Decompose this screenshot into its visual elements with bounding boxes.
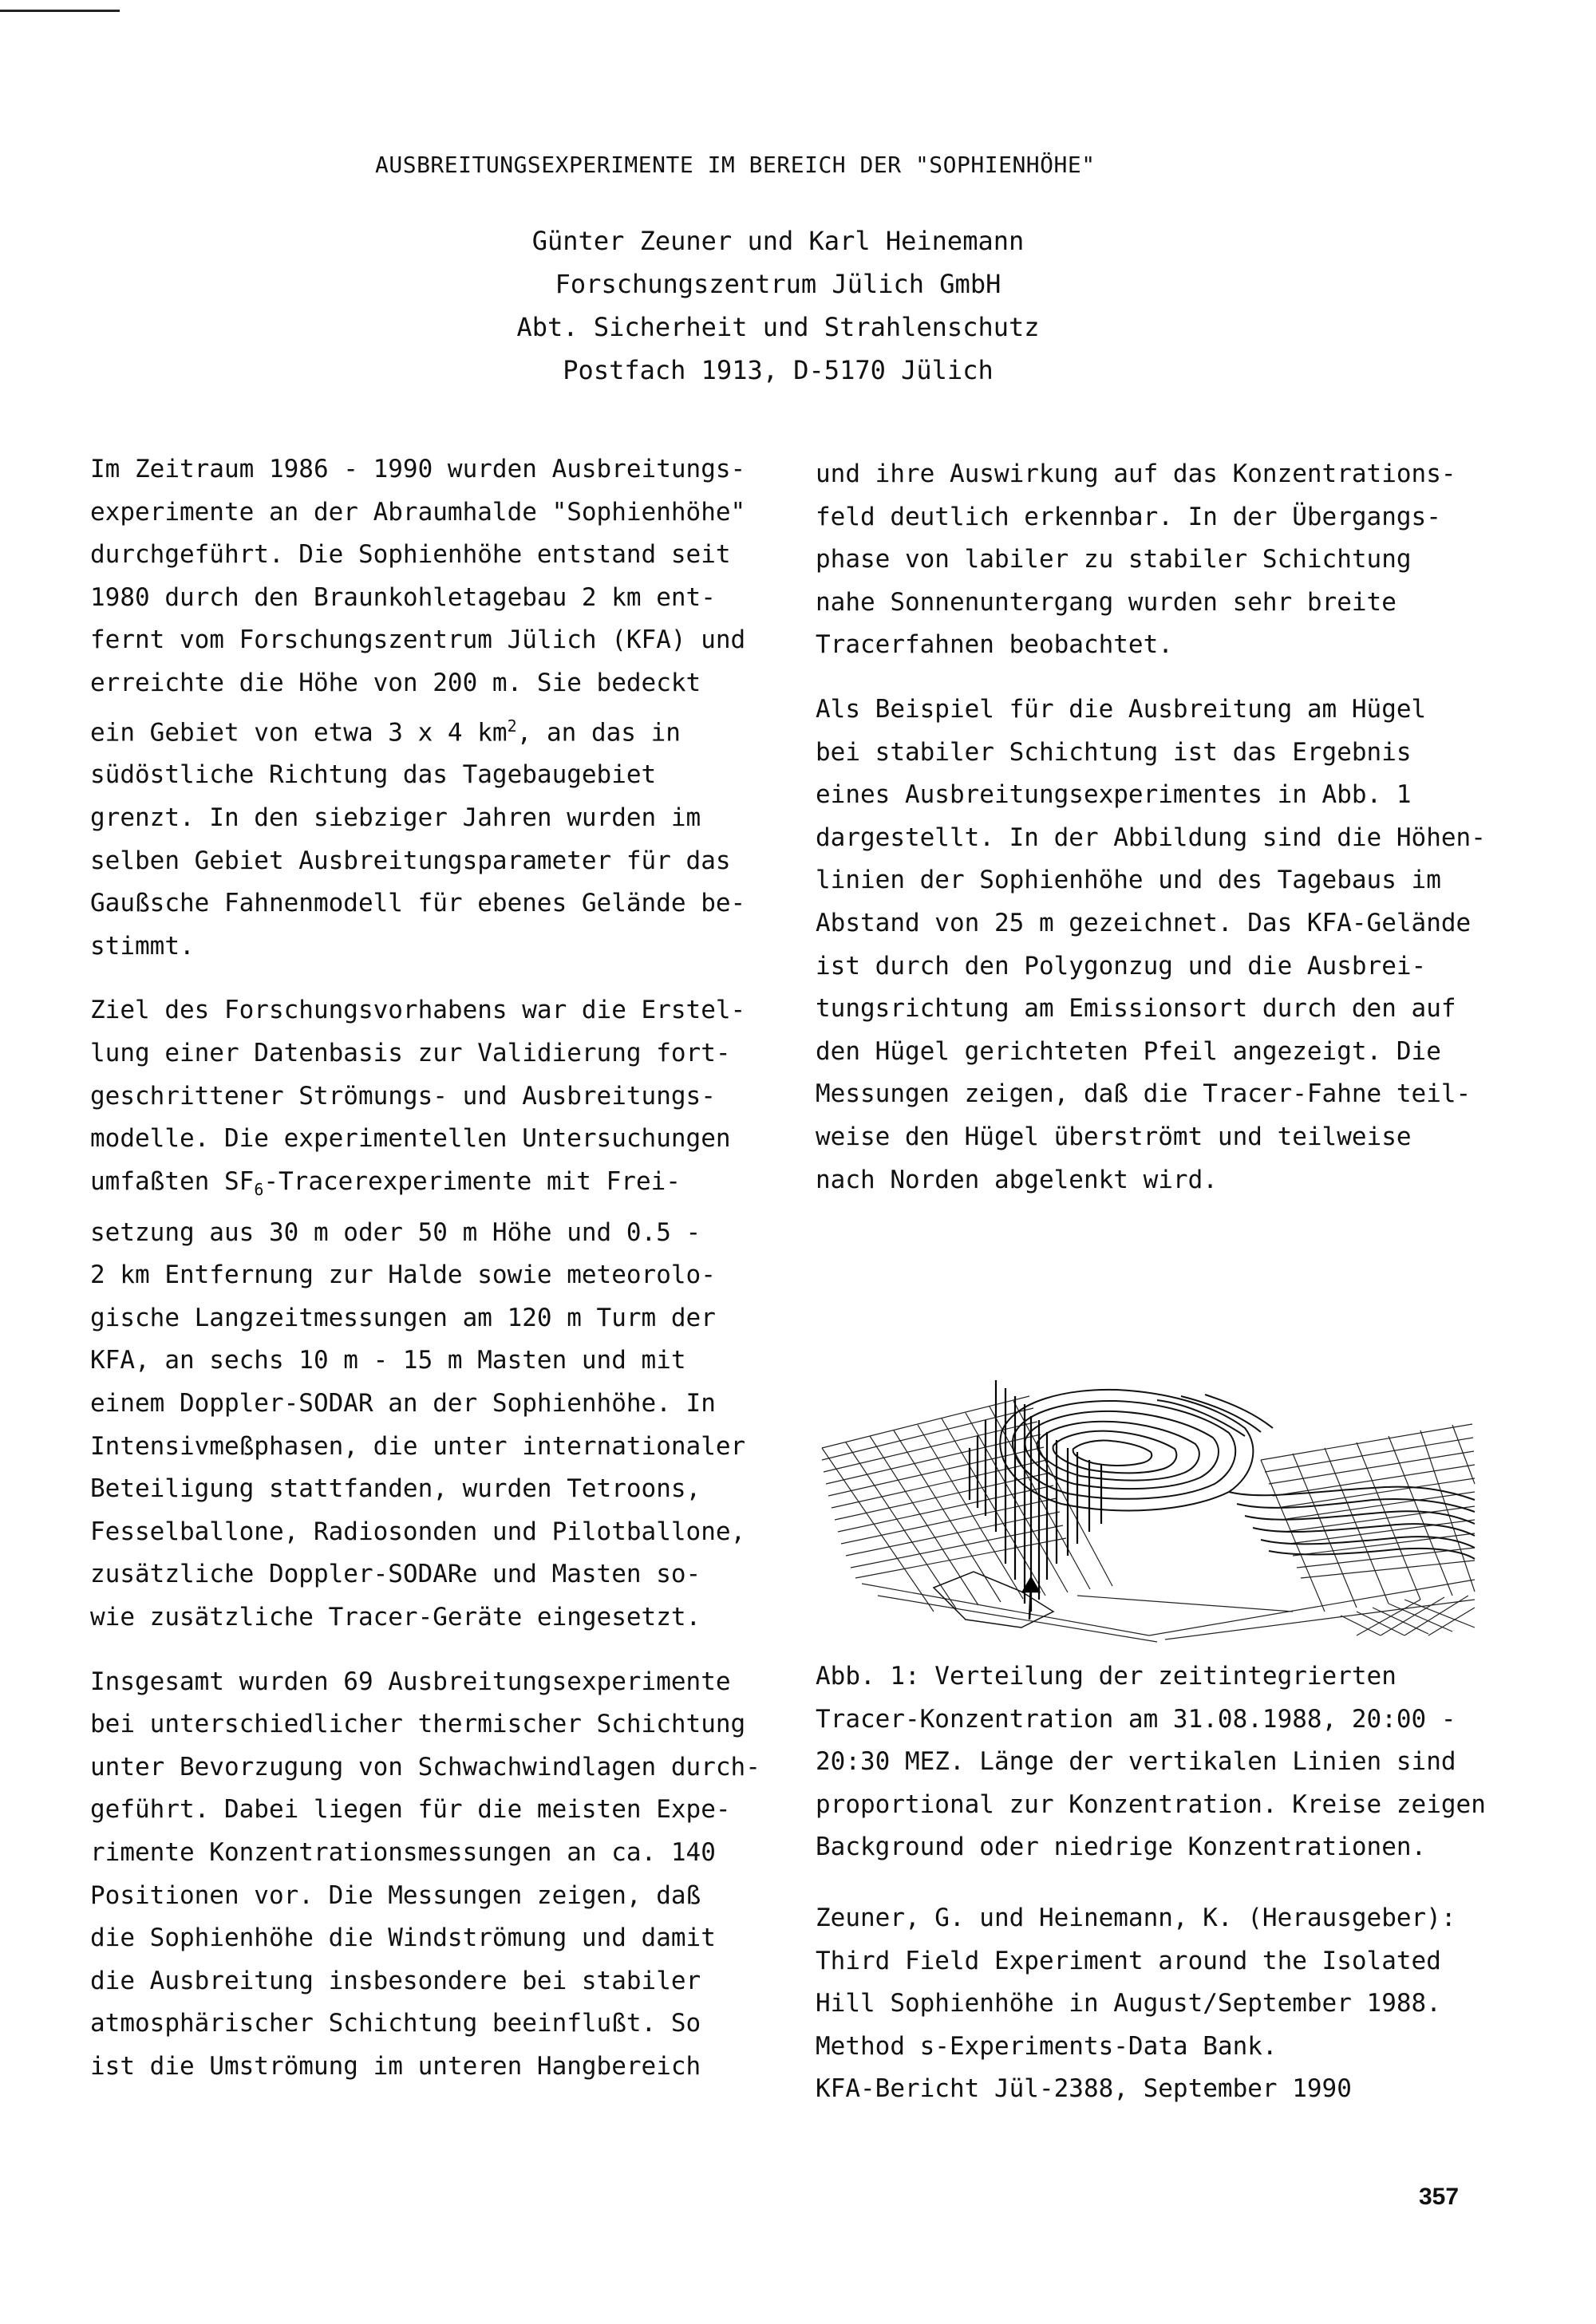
left-column — [90, 448, 760, 2109]
text-line: bei stabiler Schichtung ist das Ergebnis — [816, 737, 1412, 767]
reference-entry — [816, 1897, 1456, 2111]
text-line: Tracerfahnen beobachtet. — [816, 630, 1173, 660]
reference-line: Zeuner, G. und Heinemann, K. (Herausgeber): — [816, 1904, 1456, 1932]
text-line: eines Ausbreitungsexperimentes in Abb. 1 — [816, 780, 1412, 810]
author-department: Abt. Sicherheit und Strahlenschutz — [516, 312, 1040, 342]
caption-line: Tracer-Konzentration am 31.08.1988, 20:00 - — [816, 1704, 1456, 1734]
text-line: den Hügel gerichteten Pfeil angezeigt. Die — [816, 1036, 1441, 1066]
page-number: 357 — [1419, 2184, 1460, 2210]
text-line: selben Gebiet Ausbreitungsparameter für das — [90, 846, 731, 875]
text-line: tungsrichtung am Emissionsort durch den auf — [816, 994, 1456, 1024]
text-line: lung einer Datenbasis zur Validierung fort- — [90, 1039, 731, 1068]
text-line: Abstand von 25 m gezeichnet. Das KFA-Gelände — [816, 908, 1472, 937]
paragraph-results — [90, 1661, 760, 2089]
paragraph-goals — [90, 989, 753, 1639]
text-line: grenzt. In den siebziger Jahren wurden im — [90, 803, 701, 833]
reference-line: Hill Sophienhöhe in August/September 1988. — [816, 1989, 1441, 2018]
caption-line: proportional zur Konzentration. Kreise zeigen — [816, 1789, 1486, 1819]
caption-line: Background oder niedrige Konzentrationen. — [816, 1833, 1427, 1862]
author-institution: Forschungszentrum Jülich GmbH — [555, 269, 1001, 299]
text-line: atmosphärischer Schichtung beeinflußt. So — [90, 2009, 701, 2038]
text-line: bei unterschiedlicher thermischer Schichtung — [90, 1710, 746, 1739]
text-line: stimmt. — [90, 931, 195, 961]
text-line: KFA, an sechs 10 m - 15 m Masten und mit — [90, 1346, 686, 1375]
text-line: Als Beispiel für die Ausbreitung am Hügel — [816, 694, 1427, 724]
text-line: weise den Hügel überströmt und teilweise — [816, 1122, 1412, 1151]
paragraph-example — [816, 689, 1486, 1201]
caption-line: 20:30 MEZ. Länge der vertikalen Linien sind — [816, 1747, 1456, 1777]
text-line: geführt. Dabei liegen für die meisten Expe- — [90, 1795, 731, 1825]
text-line: 1980 durch den Braunkohletagebau 2 km ent- — [90, 582, 716, 612]
author-names: Günter Zeuner und Karl Heinemann — [531, 226, 1025, 256]
mesh-grid — [822, 1396, 1475, 1642]
text-line: zusätzliche Doppler-SODARe und Masten so- — [90, 1560, 701, 1589]
subscript: 6 — [254, 1180, 264, 1200]
text-line: linien der Sophienhöhe und des Tagebaus im — [816, 866, 1441, 895]
figure-caption — [816, 1655, 1486, 1869]
text-line: unter Bevorzugung von Schwachwindlagen durch- — [90, 1752, 760, 1781]
text-line: südöstliche Richtung das Tagebaugebiet — [90, 760, 657, 790]
text-line: modelle. Die experimentellen Untersuchungen — [90, 1124, 731, 1154]
text-fragment: -Tracerexperimente mit Frei- — [263, 1166, 681, 1196]
text-fragment: ein Gebiet von etwa 3 x 4 km — [90, 717, 508, 747]
text-line: fernt vom Forschungszentrum Jülich (KFA) und — [90, 625, 746, 655]
paper-title: AUSBREITUNGSEXPERIMENTE IM BEREICH DER "SOPHIENHÖHE" — [375, 152, 1096, 178]
text-line: Intensivmeßphasen, die unter internationaler — [90, 1431, 746, 1461]
text-line: dargestellt. In der Abbildung sind die Höhen- — [816, 823, 1486, 852]
paragraph-intro — [90, 448, 753, 968]
text-line: Beteiligung stattfanden, wurden Tetroons, — [90, 1474, 701, 1504]
text-fragment: , an das in — [516, 717, 681, 747]
caption-line: Abb. 1: Verteilung der zeitintegrierten — [816, 1662, 1396, 1691]
right-column — [816, 453, 1486, 1223]
text-line: erreichte die Höhe von 200 m. Sie bedeckt — [90, 668, 701, 697]
text-line: Im Zeitraum 1986 - 1990 wurden Ausbreitungs- — [90, 455, 746, 483]
text-line: experimente an der Abraumhalde "Sophienhöhe" — [90, 497, 746, 527]
text-line: nach Norden abgelenkt wird. — [816, 1165, 1218, 1194]
superscript: 2 — [507, 716, 517, 736]
text-line: Gaußsche Fahnenmodell für ebenes Gelände be- — [90, 889, 746, 918]
reference-line: Method s-Experiments-Data Bank. — [816, 2031, 1278, 2061]
text-line: durchgeführt. Die Sophienhöhe entstand seit — [90, 540, 731, 570]
text-line: die Ausbreitung insbesondere bei stabiler — [90, 1966, 701, 1995]
text-line: ist durch den Polygonzug und die Ausbrei- — [816, 951, 1427, 980]
text-line — [90, 705, 753, 755]
text-line: 2 km Entfernung zur Halde sowie meteorolo- — [90, 1261, 716, 1290]
text-line: Positionen vor. Die Messungen zeigen, daß — [90, 1880, 701, 1910]
reference-line: Third Field Experiment around the Isolated — [816, 1946, 1441, 1975]
text-line: nahe Sonnenuntergang wurden sehr breite — [816, 587, 1396, 617]
author-block — [0, 219, 1556, 392]
text-line: Insgesamt wurden 69 Ausbreitungsexperimente — [90, 1667, 731, 1696]
text-line: die Sophienhöhe die Windströmung und damit — [90, 1924, 716, 1953]
corner-rule — [0, 10, 120, 12]
text-line: phase von labiler zu stabiler Schichtung — [816, 545, 1412, 574]
text-line: einem Doppler-SODAR an der Sophienhöhe. In — [90, 1388, 716, 1418]
text-line: ist die Umströmung im unteren Hangbereich — [90, 2051, 701, 2081]
text-line: wie zusätzliche Tracer-Geräte eingesetzt. — [90, 1602, 701, 1632]
figure-terrain-mesh — [814, 1372, 1476, 1643]
text-line — [90, 1161, 753, 1212]
text-line: Messungen zeigen, daß die Tracer-Fahne teil- — [816, 1079, 1472, 1109]
text-fragment: umfaßten SF — [90, 1166, 255, 1196]
text-line: rimente Konzentrationsmessungen an ca. 140 — [90, 1837, 716, 1867]
text-line: Ziel des Forschungsvorhabens war die Erstel- — [90, 996, 746, 1025]
text-line: geschrittener Strömungs- und Ausbreitungs- — [90, 1081, 716, 1111]
text-line: Fesselballone, Radiosonden und Pilotballone, — [90, 1517, 746, 1546]
text-line: gische Langzeitmessungen am 120 m Turm der — [90, 1303, 716, 1332]
reference-line: KFA-Bericht Jül-2388, September 1990 — [816, 2074, 1352, 2104]
text-line: feld deutlich erkennbar. In der Übergangs- — [816, 502, 1441, 531]
text-line: setzung aus 30 m oder 50 m Höhe und 0.5 - — [90, 1217, 701, 1247]
text-line: und ihre Auswirkung auf das Konzentrations- — [816, 460, 1456, 488]
author-address: Postfach 1913, D-5170 Jülich — [563, 355, 994, 385]
paragraph-continuation — [816, 453, 1478, 667]
